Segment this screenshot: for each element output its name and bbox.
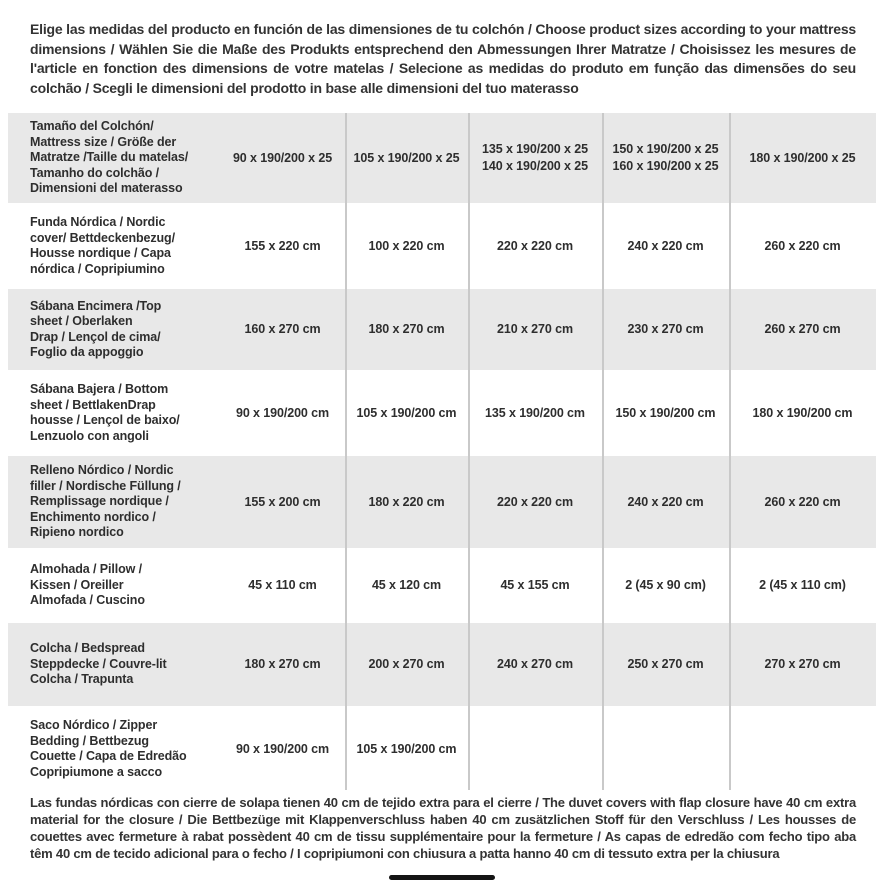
size-cell: 260 x 220 cm	[764, 494, 841, 509]
size-cell: 220 x 220 cm	[497, 494, 573, 509]
size-cell	[729, 708, 876, 790]
size-cell: 180 x 190/200 x 25	[749, 150, 856, 165]
home-indicator-bar	[389, 875, 495, 880]
size-cell: 180 x 270 cm	[244, 657, 321, 671]
row-label: Saco Nórdico / Zipper Bedding / Bettbezug Couette / Capa de Edredão Copripiumone a sacco	[30, 718, 187, 779]
size-cell: 135 x 190/200 cm	[485, 405, 585, 420]
size-cell: 230 x 270 cm	[627, 322, 704, 336]
size-cell: 155 x 200 cm	[244, 494, 321, 509]
size-cell: 270 x 270 cm	[764, 657, 841, 671]
size-table	[8, 113, 876, 790]
size-cell: 135 x 190/200 x 25 140 x 190/200 x 25	[482, 142, 588, 173]
column-divider	[468, 113, 470, 790]
size-cell: 200 x 270 cm	[368, 657, 445, 671]
size-cell	[468, 708, 602, 790]
row-label: Tamaño del Colchón/ Mattress size / Größe der Matratze /Taille du matelas/ Tamanho do colchão / Dimensioni del materasso	[30, 119, 189, 196]
table-row-top-sheet	[8, 289, 876, 370]
size-cell: 250 x 270 cm	[627, 657, 704, 671]
size-cell: 45 x 155 cm	[500, 578, 570, 592]
column-divider	[345, 113, 347, 790]
table-row-mattress-size	[8, 113, 876, 203]
size-cell: 105 x 190/200 x 25	[353, 150, 460, 165]
size-cell: 2 (45 x 110 cm)	[759, 578, 846, 592]
row-label: Relleno Nórdico / Nordic filler / Nordische Füllung / Remplissage nordique / Enchimento nordico / Ripieno nordico	[30, 463, 181, 540]
size-cell: 240 x 220 cm	[627, 494, 704, 509]
size-cell: 105 x 190/200 cm	[356, 405, 457, 420]
column-divider	[602, 113, 604, 790]
size-cell: 220 x 220 cm	[497, 238, 573, 253]
table-row-nordic-filler	[8, 456, 876, 548]
size-cell: 260 x 220 cm	[764, 238, 841, 253]
size-cell: 90 x 190/200 cm	[235, 741, 330, 756]
size-cell: 90 x 190/200 x 25	[232, 150, 333, 165]
size-cell: 260 x 270 cm	[764, 322, 841, 336]
row-label: Colcha / Bedspread Steppdecke / Couvre-lit Colcha / Trapunta	[30, 641, 167, 687]
size-cell: 155 x 220 cm	[244, 238, 321, 253]
table-row-bedspread	[8, 623, 876, 706]
size-cell: 210 x 270 cm	[497, 322, 573, 336]
size-cell: 160 x 270 cm	[244, 322, 321, 336]
size-cell: 150 x 190/200 x 25 160 x 190/200 x 25	[612, 142, 719, 173]
size-cell: 100 x 220 cm	[368, 238, 445, 253]
size-cell: 180 x 270 cm	[368, 322, 445, 336]
column-divider	[729, 113, 731, 790]
size-cell	[602, 708, 729, 790]
table-row-zipper-bedding	[8, 708, 876, 790]
table-row-pillow	[8, 550, 876, 621]
intro-paragraph: Elige las medidas del producto en función de las dimensiones de tu colchón / Choose product sizes according to your mattress dimensions / Wählen Sie die Maße des Produkts entsprechend den Abmessungen Ihrer Matratze / Choisissez les mesures de l'article en fonction des dimensions de votre matelas / Selecione as medidas do produto em função das dimensões do seu colchão / Scegli le dimensioni del prodotto in base alle dimensioni del tuo materasso	[30, 21, 856, 96]
size-cell: 2 (45 x 90 cm)	[625, 578, 706, 592]
size-cell: 45 x 110 cm	[248, 578, 317, 592]
size-cell: 180 x 190/200 cm	[752, 405, 853, 420]
size-cell: 45 x 120 cm	[371, 578, 442, 592]
table-row-nordic-cover	[8, 205, 876, 287]
size-cell: 105 x 190/200 cm	[356, 741, 457, 756]
row-label: Sábana Bajera / Bottom sheet / BettlakenDrap housse / Lençol de baixo/ Lenzuolo con angoli	[30, 382, 180, 443]
table-row-bottom-sheet	[8, 372, 876, 454]
size-cell: 150 x 190/200 cm	[615, 405, 716, 420]
size-cell: 90 x 190/200 cm	[235, 405, 330, 420]
row-label: Funda Nórdica / Nordic cover/ Bettdeckenbezug/ Housse nordique / Capa nórdica / Copripiumino	[30, 215, 175, 276]
size-cell: 240 x 220 cm	[627, 238, 704, 253]
row-label: Almohada / Pillow / Kissen / Oreiller Almofada / Cuscino	[30, 562, 145, 608]
row-label: Sábana Encimera /Top sheet / Oberlaken Drap / Lençol de cima/ Foglio da appoggio	[30, 298, 162, 359]
footnote-paragraph: Las fundas nórdicas con cierre de solapa tienen 40 cm de tejido extra para el cierre / The duvet covers with flap closure have 40 cm extra material for the closure / Die Bettbezüge mit Klappenverschluss haben 40 cm zusätzlichen Stoff für den Verschluss / Les housses de couettes avec fermeture à rabat possèdent 40 cm de tissu supplémentaire pour la fermeture / As capas de edredão com fecho tipo aba têm 40 cm de tecido adicional para o fecho / I copripiumoni con chiusura a patta hanno 40 cm di tessuto extra per la chiusura	[30, 795, 856, 861]
size-cell: 240 x 270 cm	[497, 657, 573, 671]
size-cell: 180 x 220 cm	[368, 494, 445, 509]
